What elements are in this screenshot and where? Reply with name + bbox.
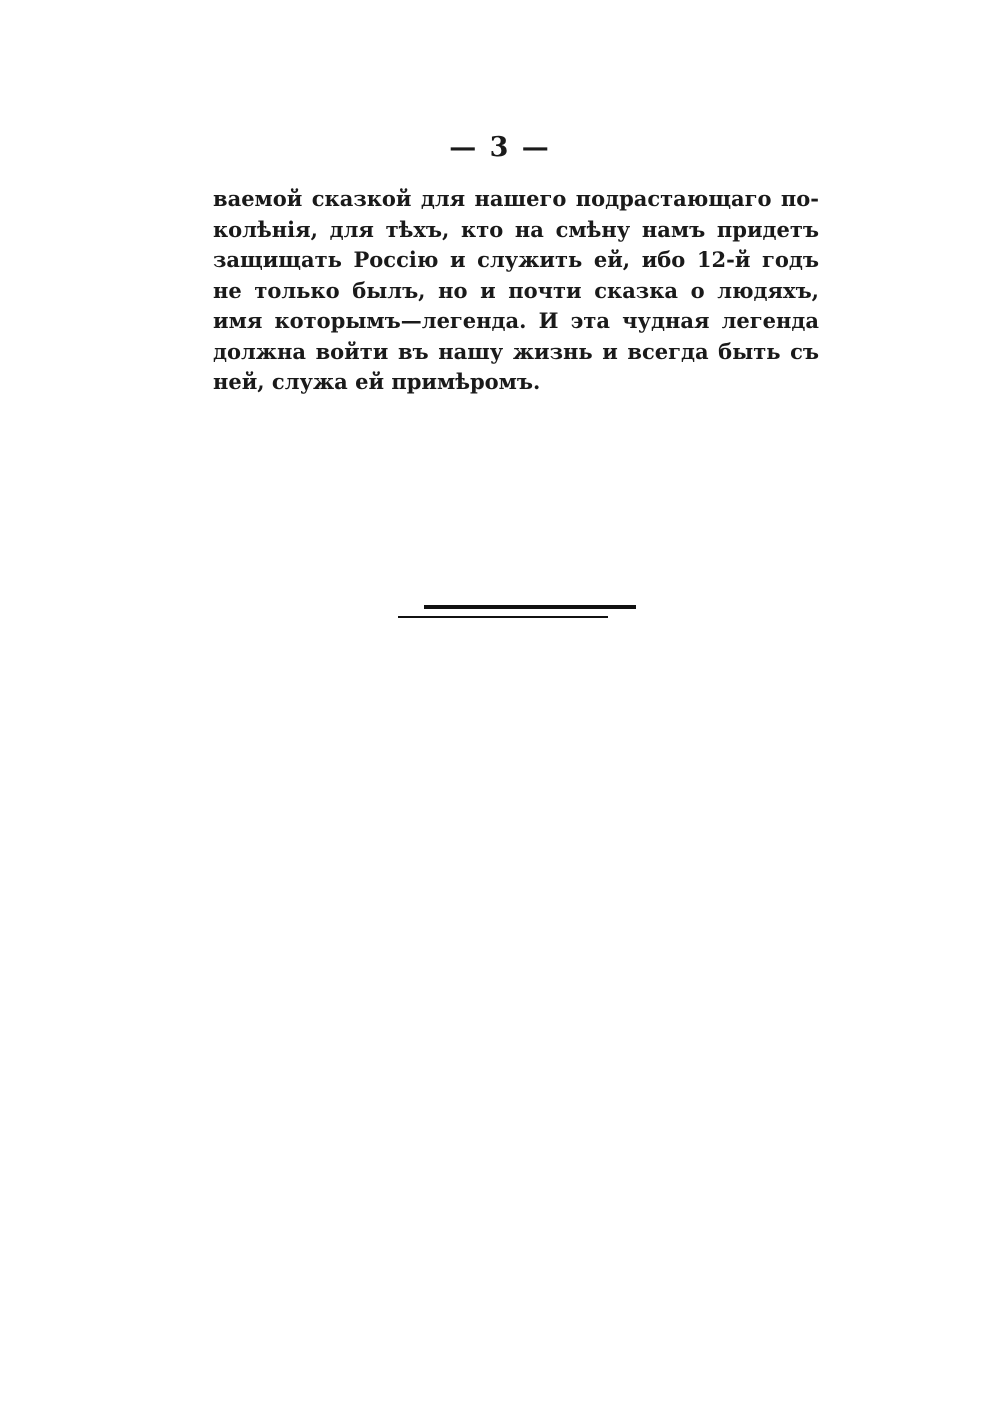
text-line: имя которымъ—легенда. И эта чудная легенда	[213, 308, 819, 333]
text-line-last: ней, служа ей примѣромъ.	[213, 369, 541, 394]
end-rule-top	[424, 605, 636, 609]
text-line: колѣнія, для тѣхъ, кто на смѣну намъ придетъ	[213, 216, 819, 242]
page-number: — 3 —	[449, 132, 551, 163]
text-line: должна войти въ нашу жизнь и всегда быть съ	[213, 338, 819, 364]
text-line: не только былъ, но и почти сказка о людяхъ,	[213, 277, 819, 303]
text-line: ваемой сказкой для нашего подрастающаго по-	[213, 186, 819, 211]
text-line: защищать Россію и служить ей, ибо 12-й годъ	[213, 247, 819, 272]
body-paragraph	[213, 184, 819, 398]
end-rule-bottom	[398, 616, 608, 618]
